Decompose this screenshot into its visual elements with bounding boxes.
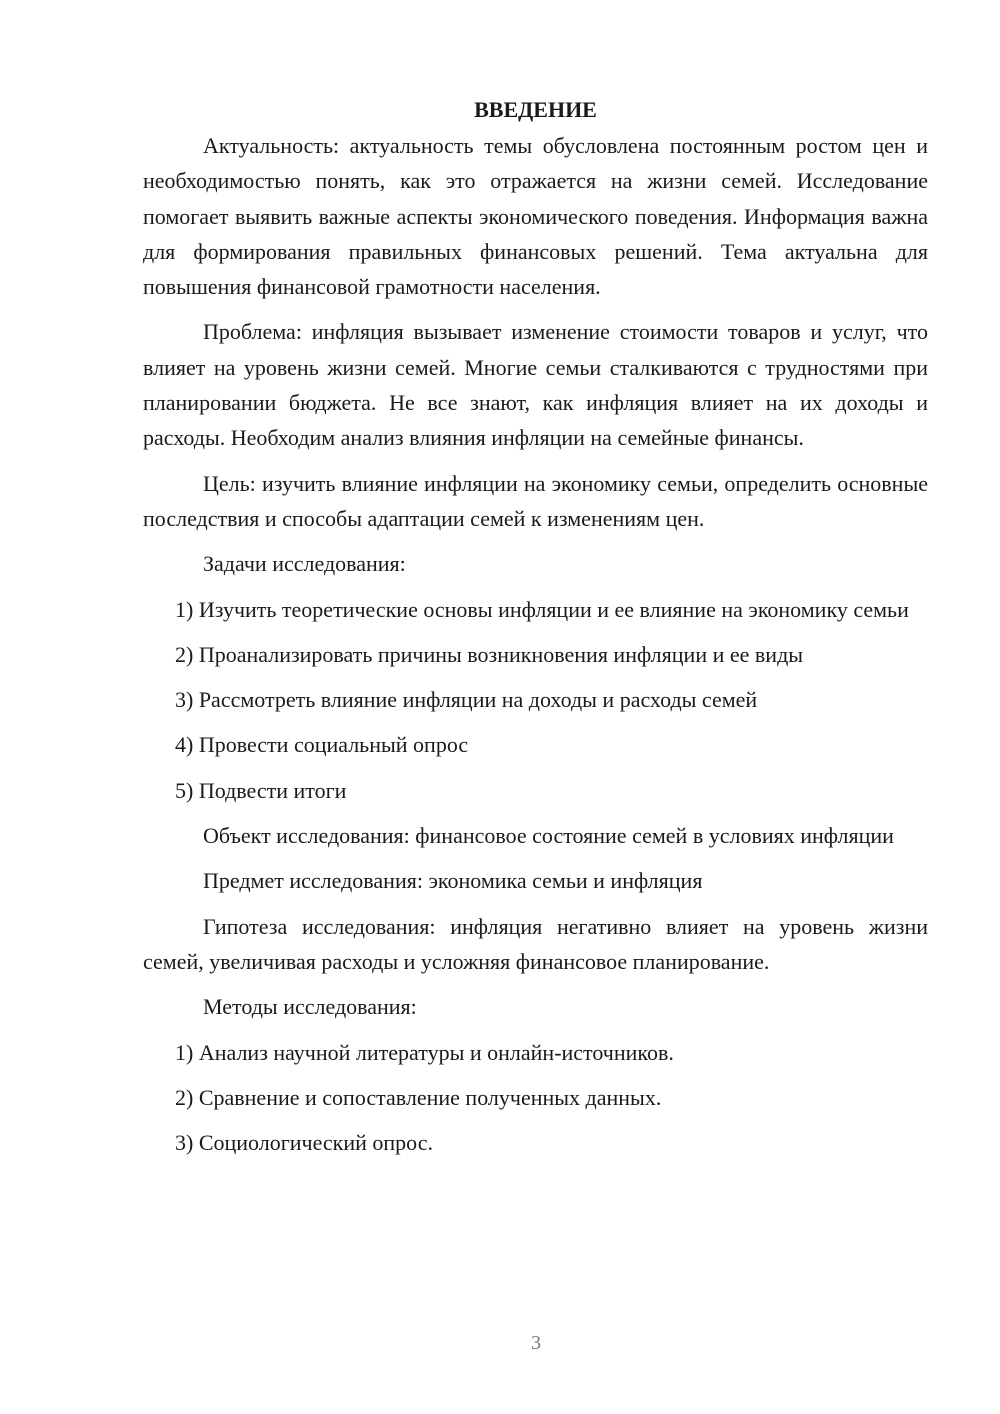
method-item-2: 2) Сравнение и сопоставление полученных данных.	[175, 1084, 662, 1110]
task-item-1: 1) Изучить теоретические основы инфляции и ее влияние на экономику семьи	[175, 596, 909, 622]
page-content	[143, 94, 928, 1160]
paragraph-problem: Проблема: инфляция вызывает изменение стоимости товаров и услуг, что влияет на уровень жизни семей. Многие семьи сталкиваются с трудностями при планировании бюджета. Не все знают, как инфляция влияет на их доходы и расходы. Необходим анализ влияния инфляции на семейные финансы.	[143, 319, 928, 451]
method-item-3: 3) Социологический опрос.	[175, 1130, 433, 1156]
paragraph-relevance: Актуальность: актуальность темы обусловлена постоянным ростом цен и необходимостью понять, как это отражается на жизни семей. Исследование помогает выявить важные аспекты экономического поведения. Информация важна для формирования правильных финансовых решений. Тема актуальна для повышения финансовой грамотности населения.	[143, 133, 928, 300]
paragraph-object: Объект исследования: финансовое состояние семей в условиях инфляции	[203, 823, 894, 849]
task-item-2: 2) Проанализировать причины возникновения инфляции и ее виды	[175, 641, 804, 667]
task-item-4: 4) Провести социальный опрос	[175, 732, 469, 758]
paragraph-goal: Цель: изучить влияние инфляции на экономику семьи, определить основные последствия и способы адаптации семей к изменениям цен.	[143, 470, 928, 531]
task-item-3: 3) Рассмотреть влияние инфляции на доходы и расходы семей	[175, 687, 758, 713]
page-title: ВВЕДЕНИЕ	[474, 97, 597, 122]
page-number: 3	[531, 1332, 541, 1354]
tasks-heading: Задачи исследования:	[203, 551, 406, 577]
method-item-1: 1) Анализ научной литературы и онлайн-источников.	[175, 1039, 674, 1065]
task-item-5: 5) Подвести итоги	[175, 777, 347, 803]
methods-heading: Методы исследования:	[203, 994, 417, 1020]
paragraph-subject: Предмет исследования: экономика семьи и инфляция	[203, 868, 703, 894]
paragraph-hypothesis: Гипотеза исследования: инфляция негативно влияет на уровень жизни семей, увеличивая расходы и усложняя финансовое планирование.	[143, 913, 928, 974]
